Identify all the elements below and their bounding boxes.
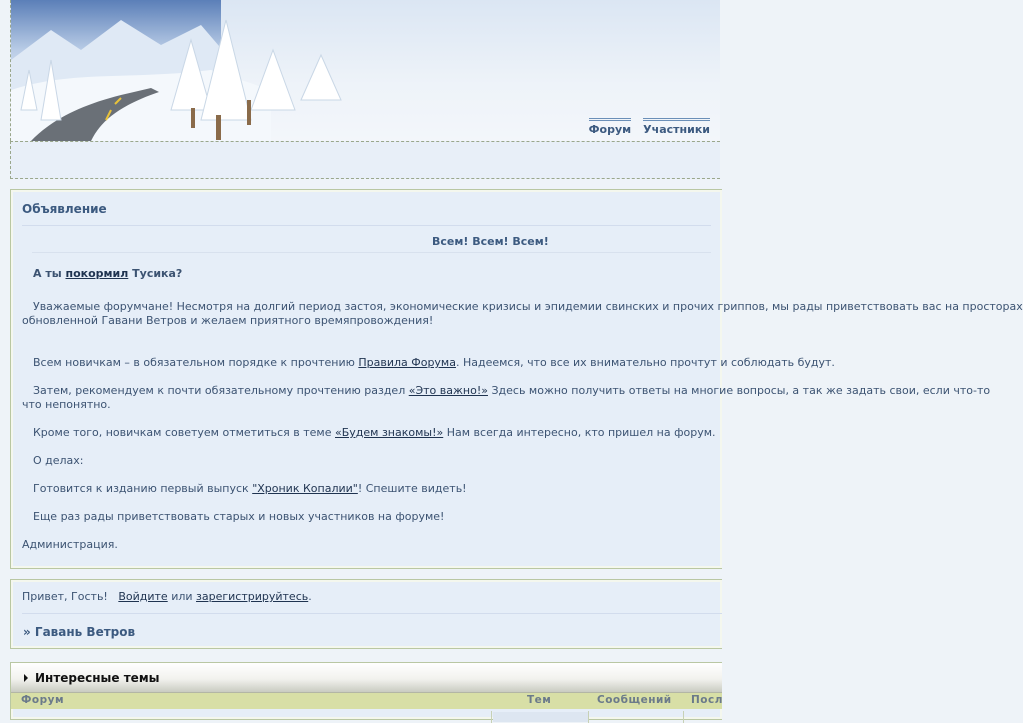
table-cell bbox=[493, 712, 588, 722]
signature: Администрация. bbox=[22, 538, 118, 551]
col-last: Посл bbox=[691, 694, 723, 706]
announcement-panel bbox=[10, 189, 1023, 569]
column-divider bbox=[683, 711, 684, 723]
intro-link[interactable]: «Будем знакомы!» bbox=[335, 426, 444, 439]
header-strip bbox=[10, 141, 720, 179]
announcement-headline: Всем! Всем! Всем! bbox=[432, 235, 549, 248]
welcome-text-line2: обновленной Гавани Ветров и желаем приятного времяпровождения! bbox=[22, 314, 434, 327]
intro-text: Кроме того, новичкам советуем отметиться в теме «Будем знакомы!» Нам всегда интересно, кто пришел на форум. bbox=[33, 426, 716, 439]
guest-greeting: Привет, Гость! Войдите или зарегистрируйтесь. bbox=[22, 590, 312, 603]
topics-title: Интересные темы bbox=[35, 671, 160, 685]
important-link[interactable]: «Это важно!» bbox=[408, 384, 488, 397]
announcement-title: Объявление bbox=[22, 202, 107, 216]
nav-members[interactable]: Участники bbox=[643, 118, 710, 136]
topics-header[interactable] bbox=[11, 663, 722, 693]
column-divider bbox=[588, 711, 589, 723]
greeting-text: Еще раз рады приветствовать старых и новых участников на форуме! bbox=[33, 510, 445, 523]
register-link[interactable]: зарегистрируйтесь bbox=[196, 590, 309, 603]
topics-panel bbox=[10, 662, 722, 720]
rules-text: Всем новичкам – в обязательном порядке к прочтению Правила Форума. Надеемся, что все их внимательно прочтут и соблюдать будут. bbox=[33, 356, 835, 369]
divider bbox=[32, 252, 711, 253]
welcome-panel bbox=[10, 579, 722, 649]
breadcrumb[interactable]: » Гавань Ветров bbox=[23, 625, 136, 639]
divider bbox=[22, 613, 722, 614]
column-divider bbox=[491, 711, 492, 723]
chronicle-text: Готовится к изданию первый выпуск "Хроник Копалии"! Спешите видеть! bbox=[33, 482, 467, 495]
winter-road-banner bbox=[11, 0, 371, 141]
important-text-line2: что непонятно. bbox=[22, 398, 111, 411]
chronicle-link[interactable]: "Хроник Копалии" bbox=[252, 482, 358, 495]
col-forum: Форум bbox=[21, 694, 65, 706]
feed-link[interactable]: покормил bbox=[65, 267, 129, 280]
business-text: О делах: bbox=[33, 454, 84, 467]
main-nav bbox=[589, 118, 710, 136]
rules-link[interactable]: Правила Форума bbox=[358, 356, 456, 369]
col-posts: Сообщений bbox=[597, 694, 672, 706]
topics-columns bbox=[11, 693, 722, 709]
welcome-text-line1: Уважаемые форумчане! Несмотря на долгий период застоя, экономические кризисы и эпидемии свинских и прочих гриппов, мы рады приветствовать вас на просторах bbox=[33, 300, 1023, 313]
feed-question: А ты покормил Тусика? bbox=[33, 267, 183, 280]
expand-arrow-icon[interactable] bbox=[24, 674, 28, 682]
forum-header bbox=[10, 0, 720, 141]
col-topics: Тем bbox=[527, 694, 552, 706]
nav-forum[interactable]: Форум bbox=[589, 118, 632, 136]
login-link[interactable]: Войдите bbox=[118, 590, 168, 603]
important-text: Затем, рекомендуем к почти обязательному прочтению раздел «Это важно!» Здесь можно получить ответы на многие вопросы, а так же задать свои, если что-то bbox=[33, 384, 991, 397]
